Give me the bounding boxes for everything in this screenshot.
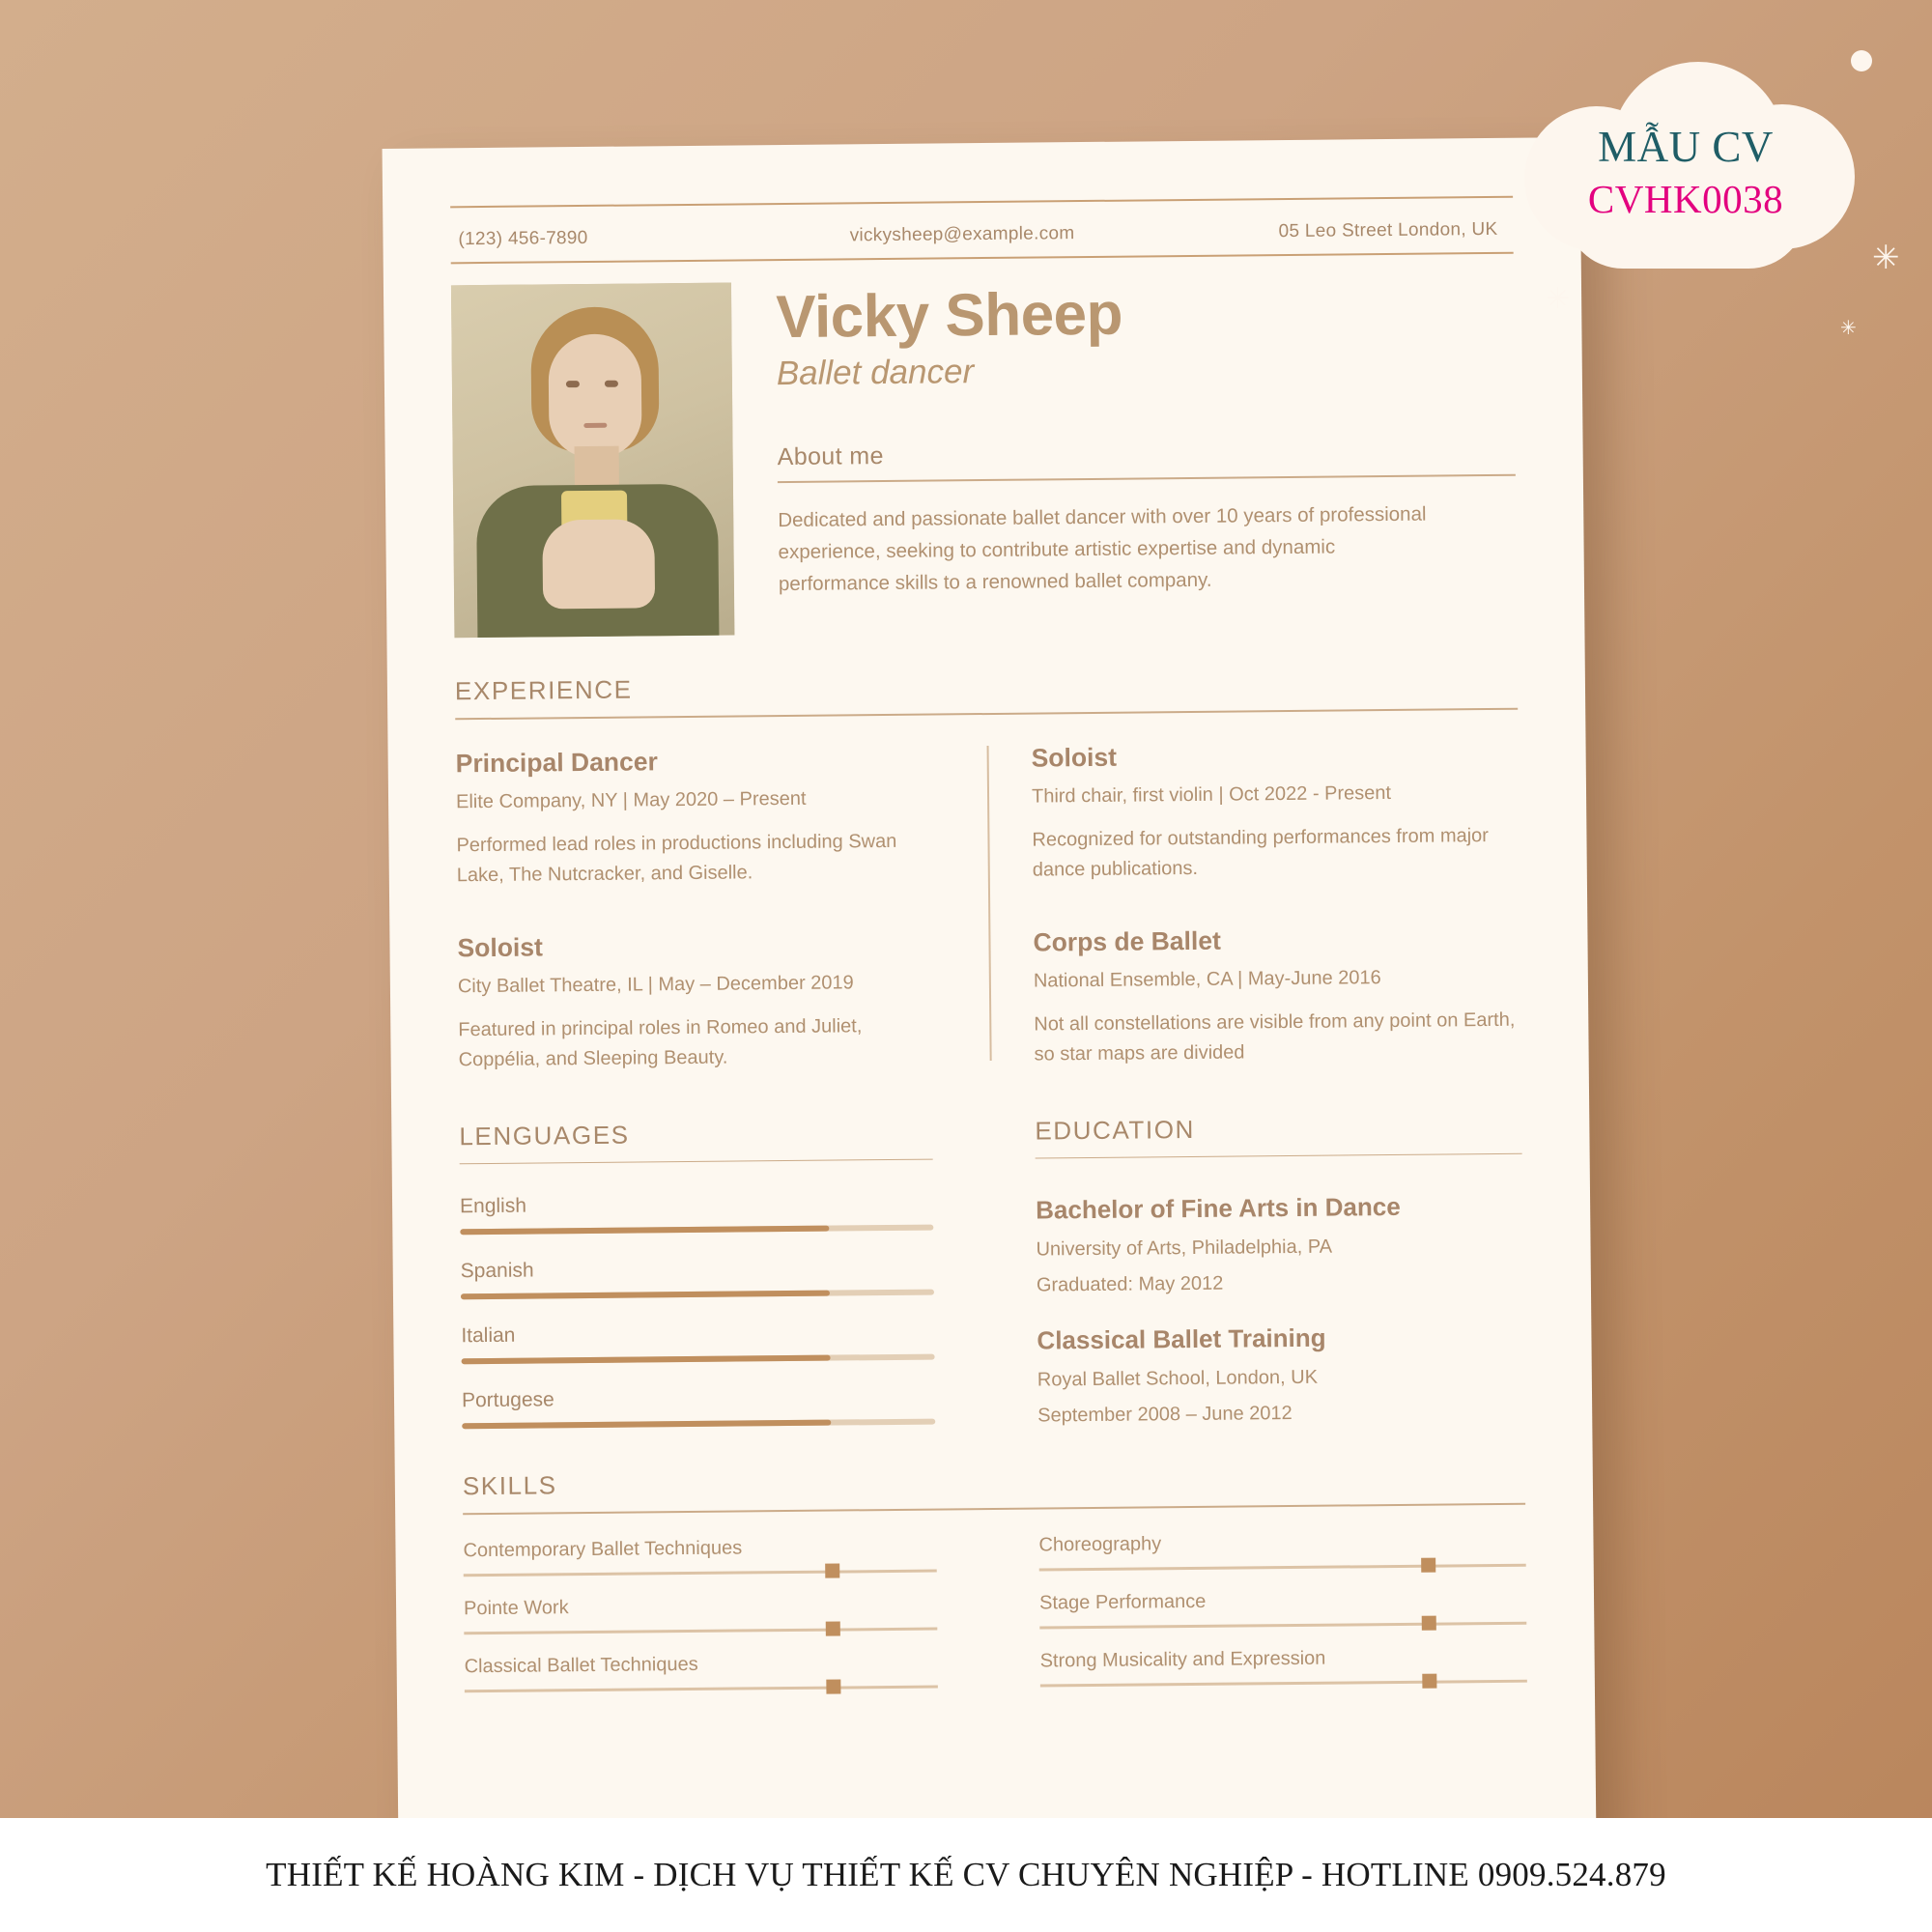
languages-heading-wrap xyxy=(459,1077,991,1164)
language-bar xyxy=(460,1225,933,1236)
photo-eye-left xyxy=(566,381,580,387)
experience-section xyxy=(456,738,1521,1075)
sparkle-icon: ✳ xyxy=(1546,283,1571,315)
skill-slider xyxy=(1039,1621,1526,1629)
language-name: Italian xyxy=(461,1323,516,1348)
job-meta: Third chair, first violin | Oct 2022 - Present xyxy=(1031,781,1392,808)
job-meta: National Ensemble, CA | May-June 2016 xyxy=(1033,966,1381,992)
education-title: Bachelor of Fine Arts in Dance xyxy=(1036,1191,1401,1225)
skills-column-left xyxy=(463,1534,996,1713)
experience-column-left xyxy=(456,744,990,1075)
job-title: Principal Dancer xyxy=(455,746,658,778)
skill-item xyxy=(1040,1645,1527,1687)
experience-heading: EXPERIENCE xyxy=(454,674,633,706)
education-school: University of Arts, Philadelphia, PA xyxy=(1036,1236,1333,1261)
skill-slider xyxy=(1040,1679,1527,1687)
photo-hands xyxy=(542,519,655,609)
language-bar-fill xyxy=(461,1291,830,1300)
badge-code: CVHK0038 xyxy=(1587,177,1784,221)
skill-slider-knob xyxy=(1421,1557,1435,1572)
skill-slider-knob xyxy=(826,1621,840,1635)
header-area xyxy=(451,275,1517,639)
skills-heading: SKILLS xyxy=(462,1470,557,1501)
job-meta: City Ballet Theatre, IL | May – December 2019 xyxy=(457,971,854,997)
badge-text-block xyxy=(1507,122,1864,222)
languages-heading: LENGUAGES xyxy=(459,1120,630,1151)
candidate-role: Ballet dancer xyxy=(776,353,975,393)
skill-slider xyxy=(1039,1563,1526,1571)
language-bar xyxy=(462,1354,935,1365)
language-name: Portugese xyxy=(461,1388,554,1412)
skill-slider-knob xyxy=(826,1679,840,1693)
languages-education-row xyxy=(460,1162,1525,1434)
skill-name: Pointe Work xyxy=(463,1596,569,1619)
language-item xyxy=(462,1385,935,1430)
experience-rule xyxy=(455,708,1518,720)
about-rule xyxy=(778,474,1516,483)
skill-name: Contemporary Ballet Techniques xyxy=(463,1536,743,1561)
photo-eye-right xyxy=(605,381,618,387)
contact-phone: (123) 456-7890 xyxy=(458,227,588,250)
experience-item xyxy=(457,928,947,1075)
language-name: English xyxy=(459,1194,527,1218)
skill-item xyxy=(1039,1587,1526,1629)
skill-name: Stage Performance xyxy=(1038,1590,1207,1614)
education-heading: EDUCATION xyxy=(1035,1114,1196,1146)
skill-item xyxy=(1038,1529,1525,1571)
education-title: Classical Ballet Training xyxy=(1037,1322,1326,1355)
decor-dot-icon xyxy=(1851,50,1872,71)
experience-item xyxy=(456,744,946,891)
job-description: Featured in principal roles in Romeo and Juliet, Coppélia, and Sleeping Beauty. xyxy=(458,1014,863,1070)
cv-document xyxy=(383,137,1597,1849)
mid-headings-row xyxy=(459,1072,1522,1164)
contact-row xyxy=(450,198,1513,263)
language-bar-fill xyxy=(462,1420,831,1430)
footer-bar xyxy=(0,1818,1932,1932)
education-list xyxy=(991,1162,1525,1428)
education-item xyxy=(1037,1321,1524,1428)
about-text: Dedicated and passionate ballet dancer with over 10 years of professional experience, seeking to contribute artistic expertise and dynamic performance skills to a renowned ballet company. xyxy=(778,502,1427,596)
job-title: Soloist xyxy=(457,931,544,962)
job-title: Soloist xyxy=(1031,742,1118,773)
template-code-badge xyxy=(1507,46,1864,288)
language-bar-fill xyxy=(462,1355,831,1365)
job-description: Recognized for outstanding performances from major dance publications. xyxy=(1032,824,1490,881)
profile-photo xyxy=(451,283,734,639)
sparkle-icon: ✳ xyxy=(1840,318,1857,339)
languages-rule xyxy=(460,1158,933,1164)
header-text-block xyxy=(731,275,1517,636)
skill-slider xyxy=(465,1685,938,1692)
language-bar-fill xyxy=(460,1226,829,1236)
education-date: September 2008 – June 2012 xyxy=(1037,1403,1293,1427)
skill-item xyxy=(464,1593,937,1634)
skill-item xyxy=(463,1535,936,1577)
photo-mouth xyxy=(583,423,607,428)
experience-item xyxy=(1033,923,1520,1069)
education-rule xyxy=(1036,1152,1522,1158)
photo-face xyxy=(548,333,641,458)
footer-text: THIẾT KẾ HOÀNG KIM - DỊCH VỤ THIẾT KẾ CV CHUYÊN NGHIỆP - HOTLINE 0909.524.879 xyxy=(266,1856,1666,1893)
skill-slider xyxy=(464,1627,937,1634)
skill-slider-knob xyxy=(1422,1615,1436,1630)
experience-column-right xyxy=(987,738,1521,1069)
candidate-name: Vicky Sheep xyxy=(775,280,1123,352)
language-item xyxy=(460,1191,933,1236)
job-title: Corps de Ballet xyxy=(1033,925,1222,957)
education-date: Graduated: May 2012 xyxy=(1036,1272,1224,1296)
skills-column-right xyxy=(994,1529,1527,1708)
job-description: Performed lead roles in productions including Swan Lake, The Nutcracker, and Giselle. xyxy=(456,830,897,886)
education-school: Royal Ballet School, London, UK xyxy=(1037,1366,1319,1391)
sparkle-icon: ✳ xyxy=(1872,240,1900,276)
job-description: Not all constellations are visible from any point on Earth, so star maps are divided xyxy=(1034,1009,1516,1065)
language-bar xyxy=(461,1290,934,1300)
skill-slider xyxy=(464,1569,937,1577)
language-name: Spanish xyxy=(460,1259,534,1283)
skill-item xyxy=(465,1651,938,1692)
education-heading-wrap xyxy=(990,1072,1522,1159)
skill-slider-knob xyxy=(825,1563,839,1577)
languages-list xyxy=(460,1167,994,1433)
language-item xyxy=(461,1321,934,1365)
skill-slider-knob xyxy=(1422,1673,1436,1688)
about-heading: About me xyxy=(777,442,885,471)
skill-name: Classical Ballet Techniques xyxy=(464,1653,698,1677)
skills-section xyxy=(463,1529,1527,1714)
skill-name: Choreography xyxy=(1038,1532,1162,1556)
badge-label: MẪU CV xyxy=(1598,123,1774,171)
job-meta: Elite Company, NY | May 2020 – Present xyxy=(455,787,807,812)
skills-rule xyxy=(463,1503,1525,1515)
language-item xyxy=(461,1256,934,1300)
experience-item xyxy=(1032,738,1520,885)
contact-email: vickysheep@example.com xyxy=(849,223,1075,246)
language-bar xyxy=(462,1419,935,1430)
education-item xyxy=(1036,1191,1523,1297)
skill-name: Strong Musicality and Expression xyxy=(1039,1647,1326,1672)
contact-address: 05 Leo Street London, UK xyxy=(1278,218,1498,242)
